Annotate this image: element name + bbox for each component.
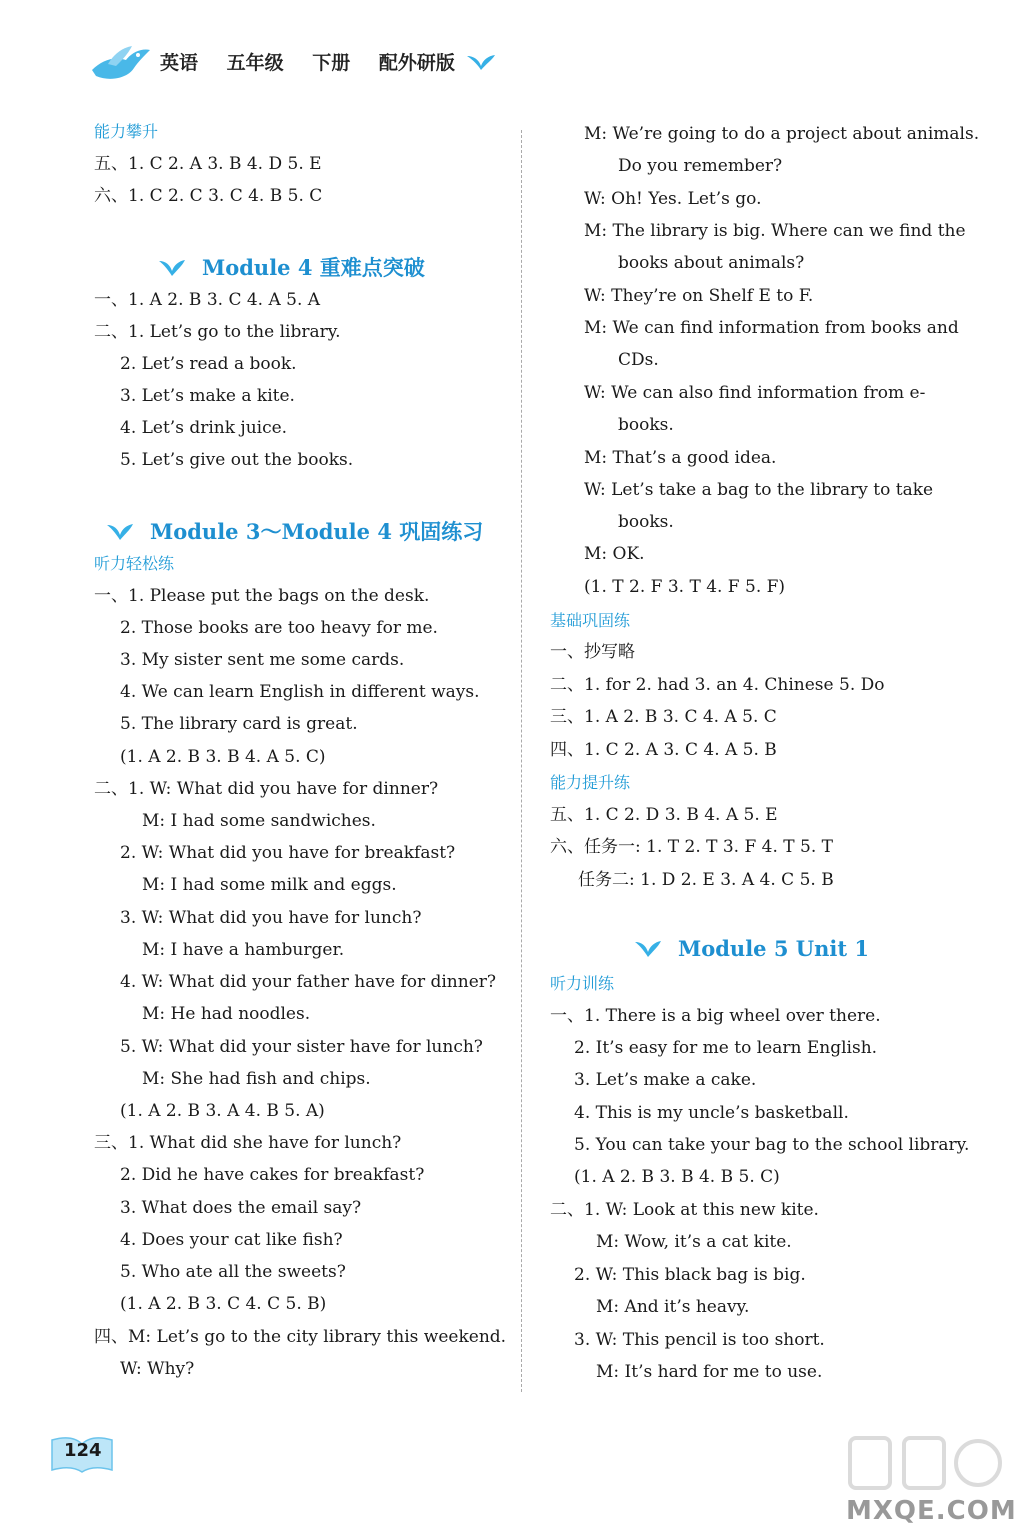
- answer-line: 一、1. Please put the bags on the desk.: [94, 586, 430, 606]
- leaf-icon: [158, 257, 186, 277]
- answer-line: 3. My sister sent me some cards.: [120, 650, 405, 670]
- section-heading-text: Module 4 重难点突破: [202, 255, 425, 280]
- answer-line: M: I had some milk and eggs.: [142, 875, 397, 895]
- watermark-text: MXQE.COM: [846, 1496, 1017, 1526]
- answer-line: CDs.: [618, 350, 659, 370]
- answer-line: 4. We can learn English in different ways.: [120, 682, 480, 702]
- section-heading: [634, 936, 869, 961]
- answer-line: 2. W: What did you have for breakfast?: [120, 843, 456, 863]
- subsection-label: 听力训练: [550, 974, 615, 993]
- subsection-label: 听力轻松练: [94, 554, 175, 573]
- answer-line: 3. W: What did you have for lunch?: [120, 908, 422, 928]
- answer-line: 二、1. for 2. had 3. an 4. Chinese 5. Do: [550, 675, 885, 695]
- answer-line: Do you remember?: [618, 156, 783, 176]
- leaf-icon: [466, 52, 496, 72]
- answer-line: M: I have a hamburger.: [142, 940, 345, 960]
- page-number: 124: [64, 1440, 102, 1461]
- answer-line: 5. The library card is great.: [120, 714, 358, 734]
- answer-line: W: They’re on Shelf E to F.: [584, 286, 814, 306]
- answer-line: M: I had some sandwiches.: [142, 811, 376, 831]
- answer-line: 2. Let’s read a book.: [120, 354, 297, 374]
- answer-line: 5. W: What did your sister have for lunch?: [120, 1037, 483, 1057]
- answer-line: W: Oh! Yes. Let’s go.: [584, 189, 762, 209]
- answer-line: 一、1. A 2. B 3. C 4. A 5. A: [94, 290, 321, 310]
- answer-line: 4. This is my uncle’s basketball.: [574, 1103, 849, 1123]
- subsection-label: 基础巩固练: [550, 611, 631, 630]
- answer-line: M: We’re going to do a project about animals.: [584, 124, 980, 144]
- answer-line: books.: [618, 512, 674, 532]
- answer-line: (1. A 2. B 3. B 4. A 5. C): [120, 747, 326, 767]
- answer-line: 五、1. C 2. A 3. B 4. D 5. E: [94, 154, 322, 174]
- answer-line: 2. Those books are too heavy for me.: [120, 618, 438, 638]
- subsection-label: 能力攀升: [94, 122, 159, 141]
- answer-line: 4. Does your cat like fish?: [120, 1230, 343, 1250]
- answer-line: 3. W: This pencil is too short.: [574, 1330, 825, 1350]
- answer-line: (1. T 2. F 3. T 4. F 5. F): [584, 577, 786, 597]
- header-edition: 配外研版: [378, 52, 455, 74]
- answer-line: 2. W: This black bag is big.: [574, 1265, 806, 1285]
- answer-line: M: It’s hard for me to use.: [596, 1362, 823, 1382]
- section-heading: [106, 516, 483, 546]
- answer-line: 3. What does the email say?: [120, 1198, 362, 1218]
- answer-line: W: Let’s take a bag to the library to take: [584, 480, 934, 500]
- answer-line: 3. Let’s make a cake.: [574, 1070, 757, 1090]
- answer-line: 一、抄写略: [550, 642, 635, 662]
- leaf-icon: [106, 521, 134, 541]
- header-grade: 五年级: [226, 52, 284, 74]
- answer-line: M: OK.: [584, 544, 645, 564]
- answer-line: 一、1. There is a big wheel over there.: [550, 1006, 881, 1026]
- answer-line: W: Why?: [120, 1359, 195, 1379]
- answer-line: 二、1. W: What did you have for dinner?: [94, 779, 439, 799]
- answer-line: 二、1. Let’s go to the library.: [94, 322, 341, 342]
- section-heading-text: Module 5 Unit 1: [678, 936, 869, 961]
- answer-line: (1. A 2. B 3. B 4. B 5. C): [574, 1167, 780, 1187]
- answer-line: M: And it’s heavy.: [596, 1297, 750, 1317]
- subsection-label: 能力提升练: [550, 773, 631, 792]
- answer-line: M: We can find information from books and: [584, 318, 959, 338]
- answer-line: 三、1. What did she have for lunch?: [94, 1133, 402, 1153]
- answer-line: books about animals?: [618, 253, 805, 273]
- answer-line: 5. Let’s give out the books.: [120, 450, 354, 470]
- column-divider: [521, 130, 522, 1392]
- answer-line: 六、1. C 2. C 3. C 4. B 5. C: [94, 186, 323, 206]
- answer-line: 4. Let’s drink juice.: [120, 418, 288, 438]
- header-subject: 英语: [160, 52, 199, 74]
- answer-line: 5. You can take your bag to the school library.: [574, 1135, 970, 1155]
- answer-line: 任务二: 1. D 2. E 3. A 4. C 5. B: [578, 870, 834, 890]
- answer-line: 4. W: What did your father have for dinner?: [120, 972, 496, 992]
- answer-line: (1. A 2. B 3. C 4. C 5. B): [120, 1294, 327, 1314]
- answer-line: 5. Who ate all the sweets?: [120, 1262, 346, 1282]
- answer-line: 四、1. C 2. A 3. C 4. A 5. B: [550, 740, 777, 760]
- answer-line: 二、1. W: Look at this new kite.: [550, 1200, 819, 1220]
- section-heading-text: Module 3～Module 4 巩固练习: [150, 519, 484, 544]
- header-volume: 下册: [312, 52, 351, 74]
- answer-line: 2. It’s easy for me to learn English.: [574, 1038, 878, 1058]
- answer-line: 3. Let’s make a kite.: [120, 386, 295, 406]
- section-heading: [158, 252, 425, 282]
- leaf-icon: [634, 938, 662, 958]
- answer-line: 四、M: Let’s go to the city library this weekend.: [94, 1327, 507, 1347]
- answer-line: books.: [618, 415, 674, 435]
- bird-logo-icon: [88, 40, 152, 84]
- answer-line: 六、任务一: 1. T 2. T 3. F 4. T 5. T: [550, 837, 834, 857]
- answer-line: W: We can also find information from e-: [584, 383, 926, 403]
- answer-line: 三、1. A 2. B 3. C 4. A 5. C: [550, 707, 777, 727]
- answer-line: M: The library is big. Where can we find the: [584, 221, 966, 241]
- answer-line: M: She had fish and chips.: [142, 1069, 371, 1089]
- answer-line: M: Wow, it’s a cat kite.: [596, 1232, 792, 1252]
- answer-line: 2. Did he have cakes for breakfast?: [120, 1165, 425, 1185]
- answer-line: M: He had noodles.: [142, 1004, 311, 1024]
- answer-line: M: That’s a good idea.: [584, 448, 777, 468]
- answer-line: (1. A 2. B 3. A 4. B 5. A): [120, 1101, 325, 1121]
- header-title: [160, 48, 477, 75]
- answer-line: 五、1. C 2. D 3. B 4. A 5. E: [550, 805, 778, 825]
- page-header: [88, 40, 688, 88]
